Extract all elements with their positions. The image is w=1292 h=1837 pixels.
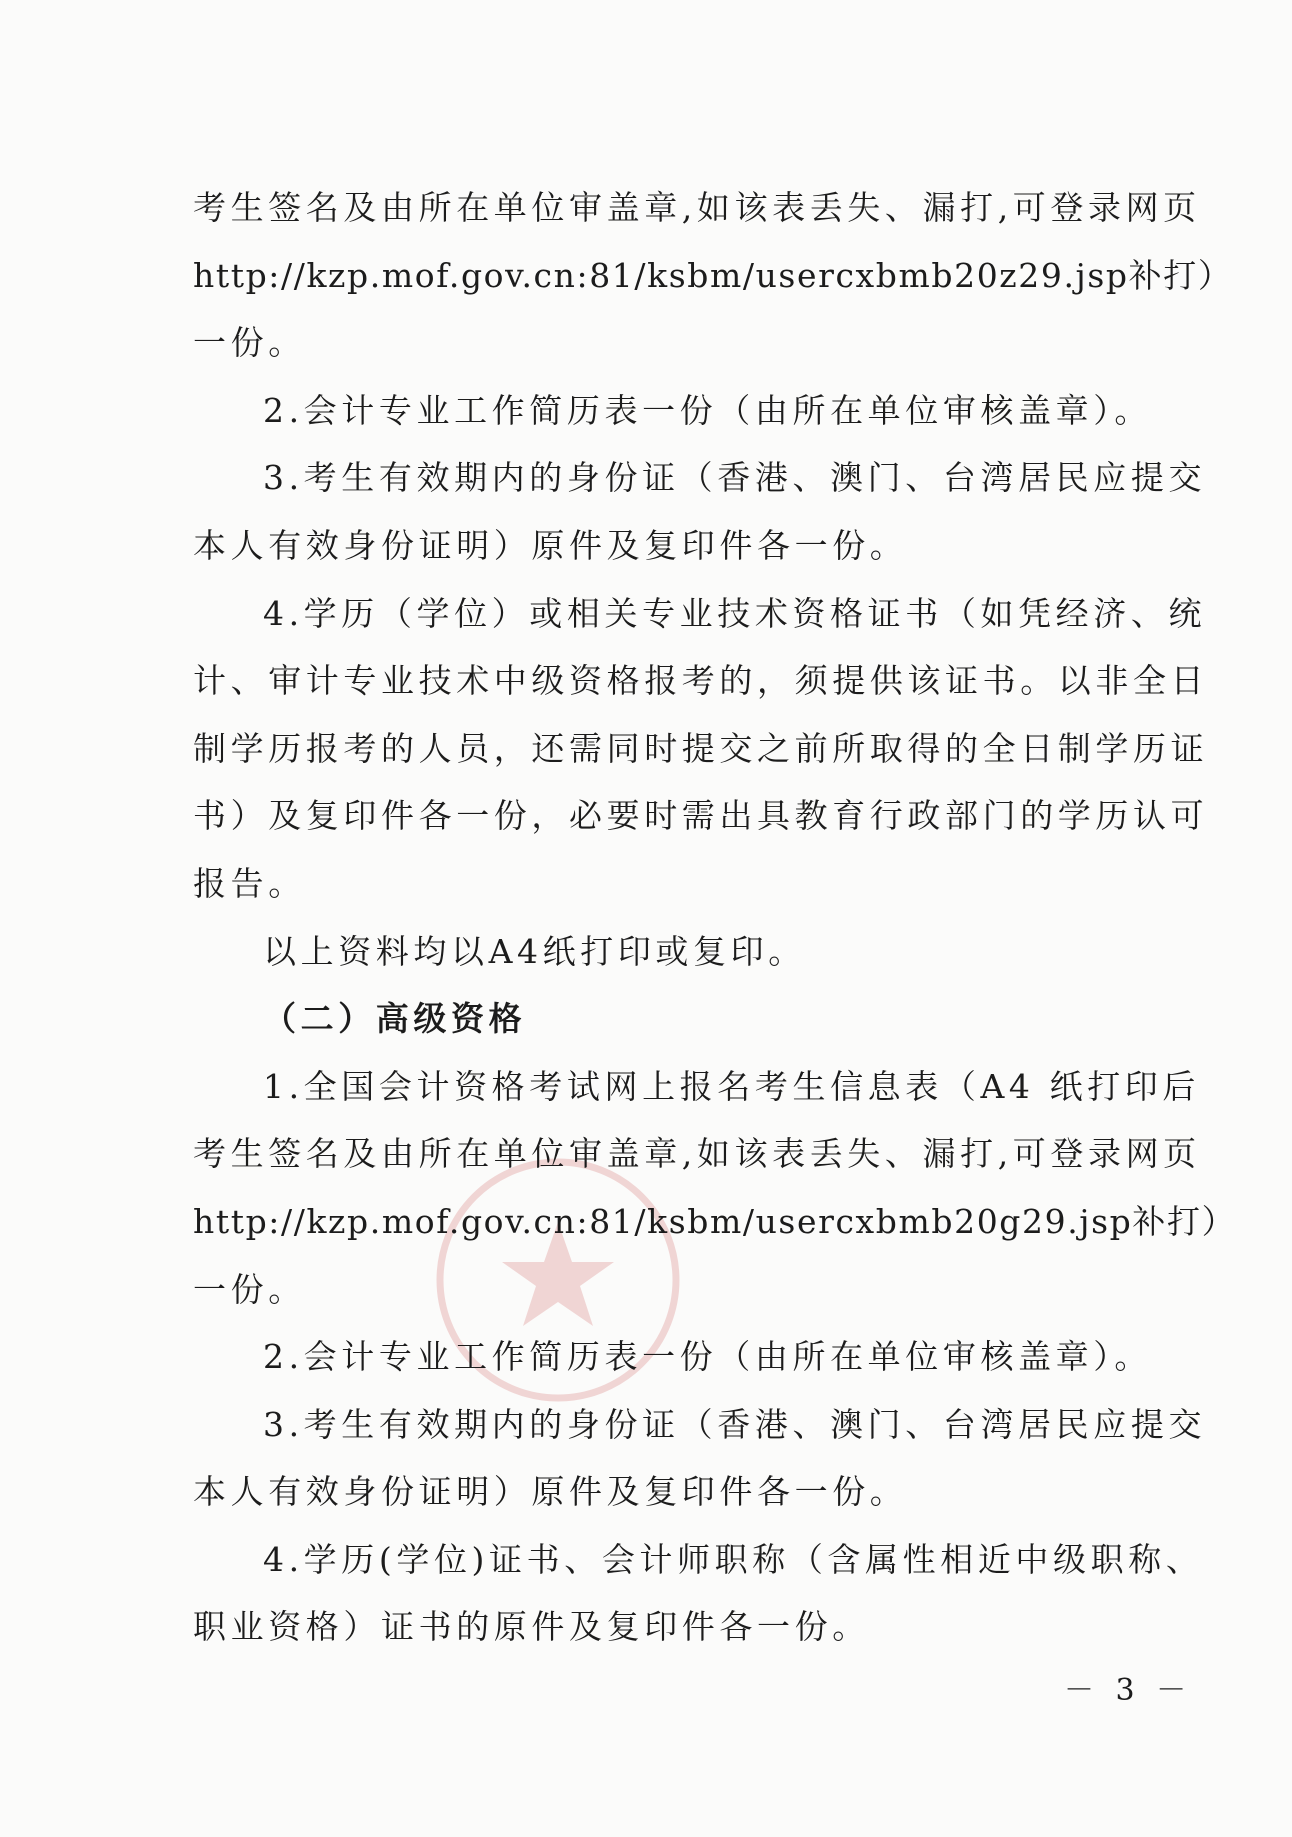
url-line: http://kzp.mof.gov.cn:81/ksbm/usercxbmb20g29.jsp补打） bbox=[193, 1201, 1237, 1241]
text-line: 一份。 bbox=[193, 323, 306, 363]
list-item: 4.学历（学位）或相关专业技术资格证书（如凭经济、统 bbox=[263, 593, 1207, 633]
text-line: 本人有效身份证明）原件及复印件各一份。 bbox=[193, 525, 908, 565]
section-heading: （二）高级资格 bbox=[263, 999, 527, 1039]
text-line: 职业资格）证书的原件及复印件各一份。 bbox=[193, 1607, 870, 1647]
text-line: 本人有效身份证明）原件及复印件各一份。 bbox=[193, 1472, 908, 1512]
text-line: 制学历报考的人员，还需同时提交之前所取得的全日制学历证 bbox=[193, 728, 1209, 768]
text-line: 计、审计专业技术中级资格报考的，须提供该证书。以非全日 bbox=[193, 661, 1209, 701]
url-line: http://kzp.mof.gov.cn:81/ksbm/usercxbmb20z29.jsp补打） bbox=[193, 255, 1233, 295]
text-line: 考生签名及由所在单位审盖章,如该表丢失、漏打,可登录网页 bbox=[193, 188, 1201, 227]
text-line: 一份。 bbox=[193, 1269, 306, 1309]
list-item: 2.会计专业工作简历表一份（由所在单位审核盖章）。 bbox=[263, 390, 1152, 430]
text-line: 书）及复印件各一份，必要时需出具教育行政部门的学历认可 bbox=[193, 796, 1209, 836]
page-number: － 3 － bbox=[1064, 1673, 1193, 1708]
list-item: 1.全国会计资格考试网上报名考生信息表（A4 纸打印后 bbox=[263, 1066, 1201, 1106]
text-line: 以上资料均以A4纸打印或复印。 bbox=[263, 931, 806, 971]
list-item: 3.考生有效期内的身份证（香港、澳门、台湾居民应提交 bbox=[263, 458, 1207, 498]
body-text bbox=[193, 174, 1237, 1661]
list-item: 2.会计专业工作简历表一份（由所在单位审核盖章）。 bbox=[263, 1337, 1152, 1377]
text-line: 考生签名及由所在单位审盖章,如该表丢失、漏打,可登录网页 bbox=[193, 1134, 1201, 1174]
text-line: 报告。 bbox=[193, 863, 306, 903]
list-item: 3.考生有效期内的身份证（香港、澳门、台湾居民应提交 bbox=[263, 1404, 1207, 1444]
list-item: 4.学历(学位)证书、会计师职称（含属性相近中级职称、 bbox=[263, 1539, 1204, 1579]
